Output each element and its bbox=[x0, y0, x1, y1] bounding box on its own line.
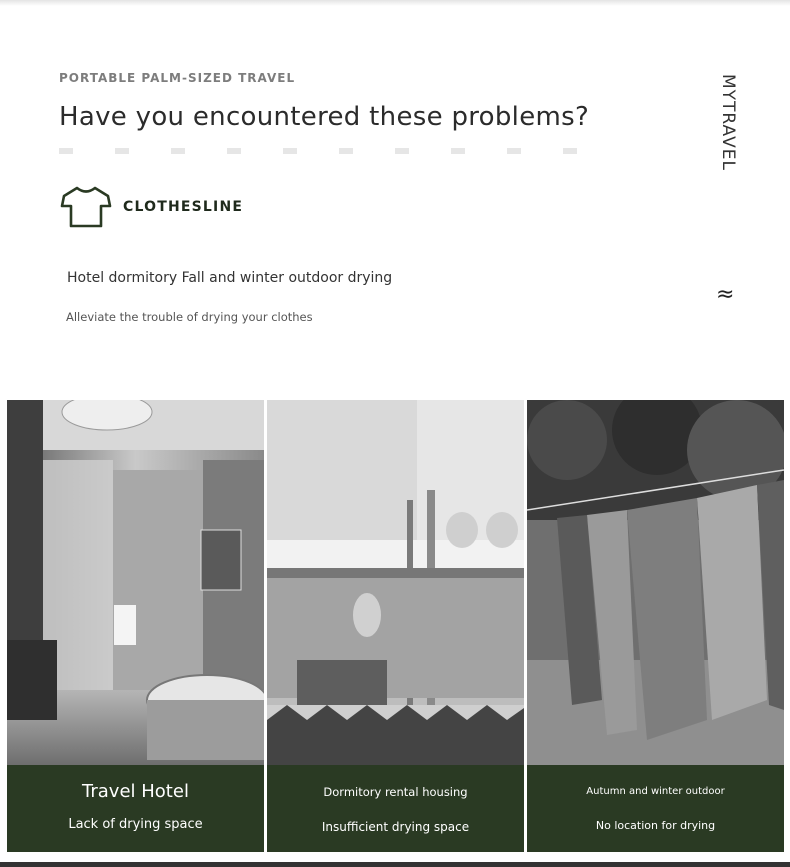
top-shadow bbox=[0, 0, 790, 6]
panel-caption bbox=[527, 765, 784, 852]
decorative-divider bbox=[59, 148, 579, 154]
bottom-bar bbox=[0, 862, 790, 867]
eyebrow-text: PORTABLE PALM-SIZED TRAVEL bbox=[59, 71, 296, 85]
tshirt-icon bbox=[60, 185, 112, 229]
panel-title: Autumn and winter outdoor bbox=[586, 786, 725, 797]
vertical-brand-text: MYTRAVEL bbox=[718, 74, 738, 171]
page-title: Have you encountered these problems? bbox=[59, 102, 590, 132]
panel-title: Travel Hotel bbox=[82, 781, 189, 802]
panel-subtitle: No location for drying bbox=[595, 819, 716, 832]
feature-label: CLOTHESLINE bbox=[123, 199, 244, 215]
dormitory-photo bbox=[267, 400, 524, 765]
panel-caption bbox=[267, 765, 524, 852]
wave-icon: ≈ bbox=[716, 282, 735, 307]
panel-caption bbox=[7, 765, 264, 852]
panel-travel-hotel bbox=[7, 400, 264, 852]
hotel-bathroom-photo bbox=[7, 400, 264, 765]
subtext: Alleviate the trouble of drying your clothes bbox=[66, 310, 313, 324]
panel-dormitory bbox=[267, 400, 524, 852]
panel-outdoor bbox=[527, 400, 784, 852]
panel-title: Dormitory rental housing bbox=[323, 785, 468, 799]
scenario-text: Hotel dormitory Fall and winter outdoor drying bbox=[67, 270, 393, 286]
panel-subtitle: Insufficient drying space bbox=[321, 820, 470, 834]
outdoor-drying-photo bbox=[527, 400, 784, 765]
panel-subtitle: Lack of drying space bbox=[68, 817, 203, 832]
